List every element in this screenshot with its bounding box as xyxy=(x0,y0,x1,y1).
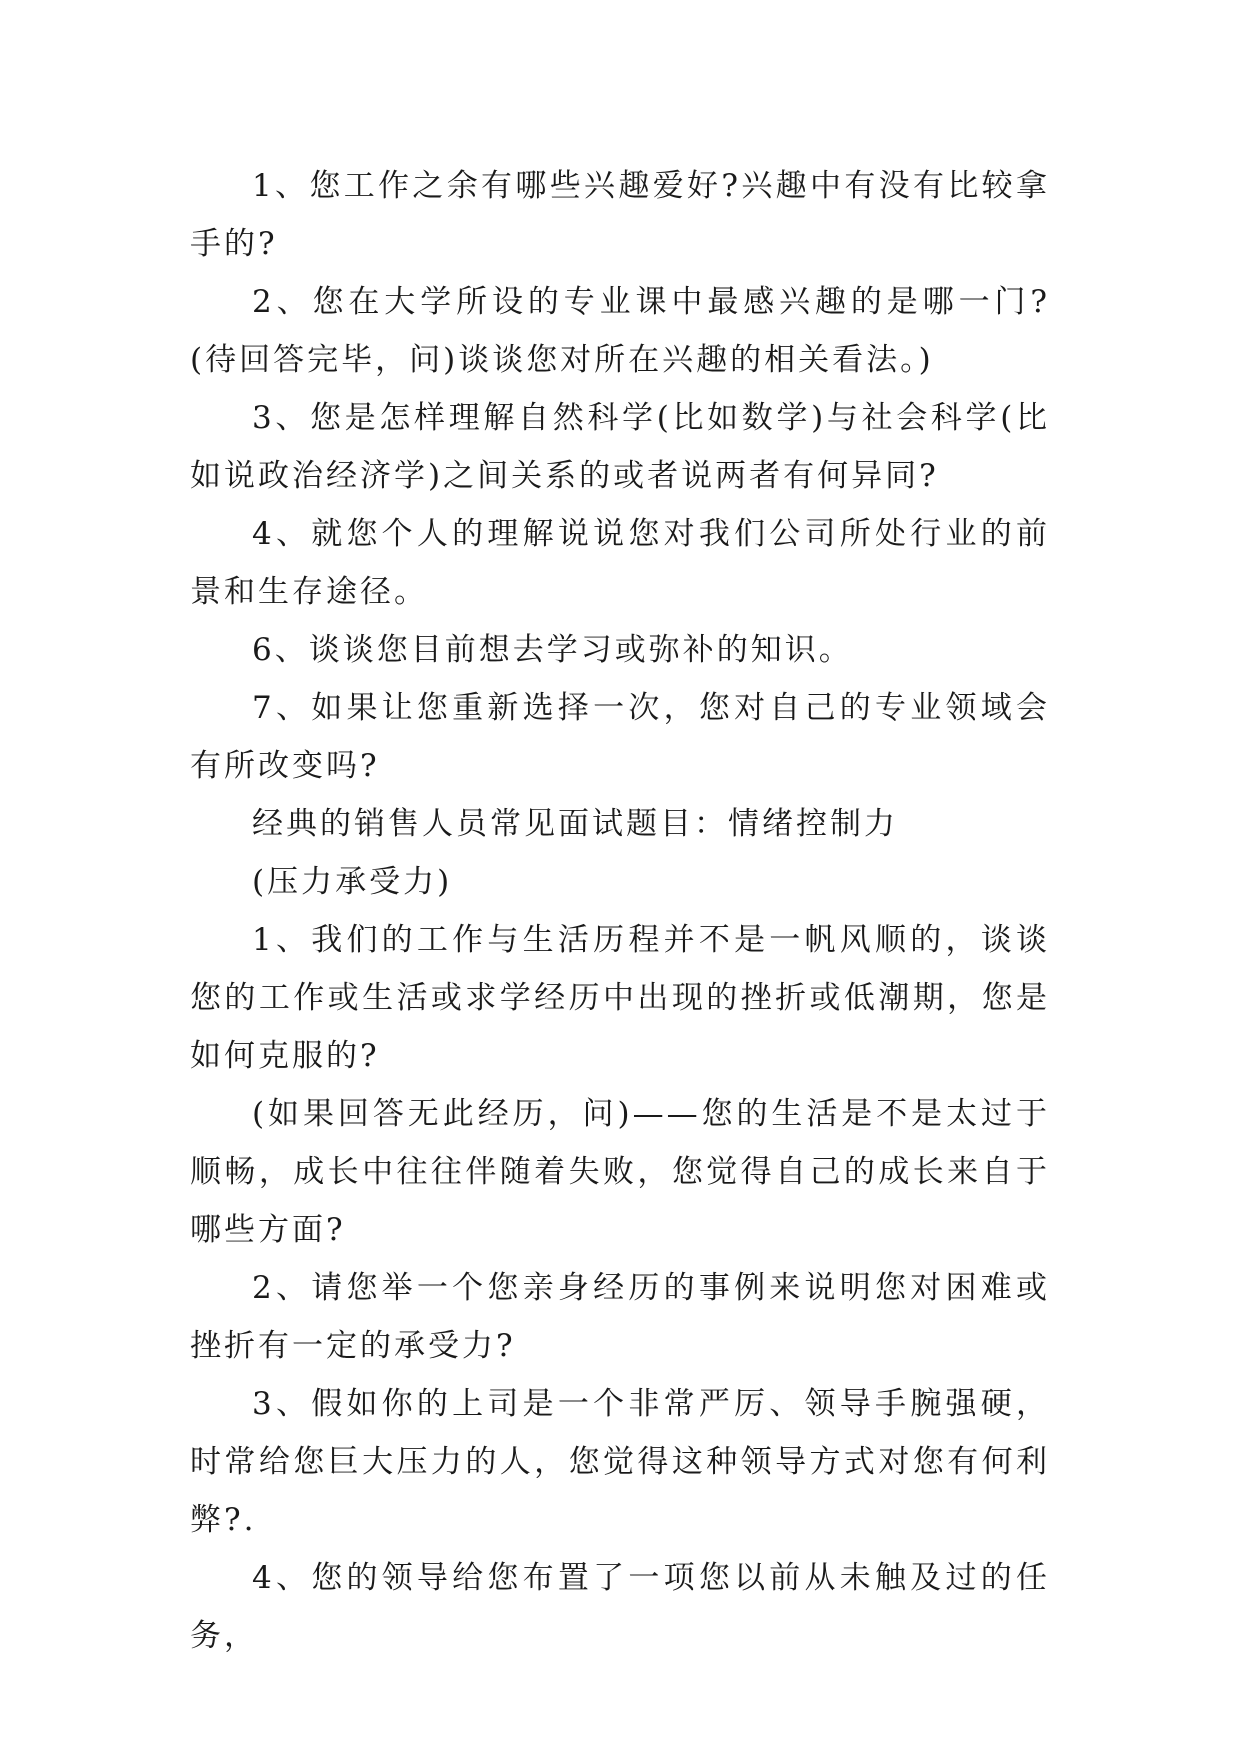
paragraph-strict-boss: 3、假如你的上司是一个非常严厉、领导手腕强硬，时常给您巨大压力的人，您觉得这种领导方式对您有何利弊?. xyxy=(190,1386,1050,1538)
document-page xyxy=(190,157,1050,1665)
paragraph-new-task: 4、您的领导给您布置了一项您以前从未触及过的任务， xyxy=(190,1560,1050,1654)
paragraph-favorite-course: 2、您在大学所设的专业课中最感兴趣的是哪一门?(待回答完毕，问)谈谈您对所在兴趣的相关看法。) xyxy=(190,284,1050,378)
paragraph-industry-outlook: 4、就您个人的理解说说您对我们公司所处行业的前景和生存途径。 xyxy=(190,516,1050,610)
paragraph-science-relation: 3、您是怎样理解自然科学(比如数学)与社会科学(比如说政治经济学)之间关系的或者说两者有何异同? xyxy=(190,400,1050,494)
section-heading-emotion-control: 经典的销售人员常见面试题目：情绪控制力 xyxy=(252,806,898,842)
paragraph-setbacks: 1、我们的工作与生活历程并不是一帆风顺的，谈谈您的工作或生活或求学经历中出现的挫折或低潮期，您是如何克服的? xyxy=(190,922,1050,1074)
paragraph-no-setback-followup: (如果回答无此经历，问)——您的生活是不是太过于顺畅，成长中往往伴随着失败，您觉得自己的成长来自于哪些方面? xyxy=(190,1096,1050,1248)
paragraph-reselect-major: 7、如果让您重新选择一次，您对自己的专业领域会有所改变吗? xyxy=(190,690,1050,784)
paragraph-example-tolerance: 2、请您举一个您亲身经历的事例来说明您对困难或挫折有一定的承受力? xyxy=(190,1270,1050,1364)
paragraph-hobbies: 1、您工作之余有哪些兴趣爱好?兴趣中有没有比较拿手的? xyxy=(190,168,1050,262)
section-subheading-pressure: (压力承受力) xyxy=(252,864,453,900)
paragraph-knowledge-to-learn: 6、谈谈您目前想去学习或弥补的知识。 xyxy=(252,632,853,668)
